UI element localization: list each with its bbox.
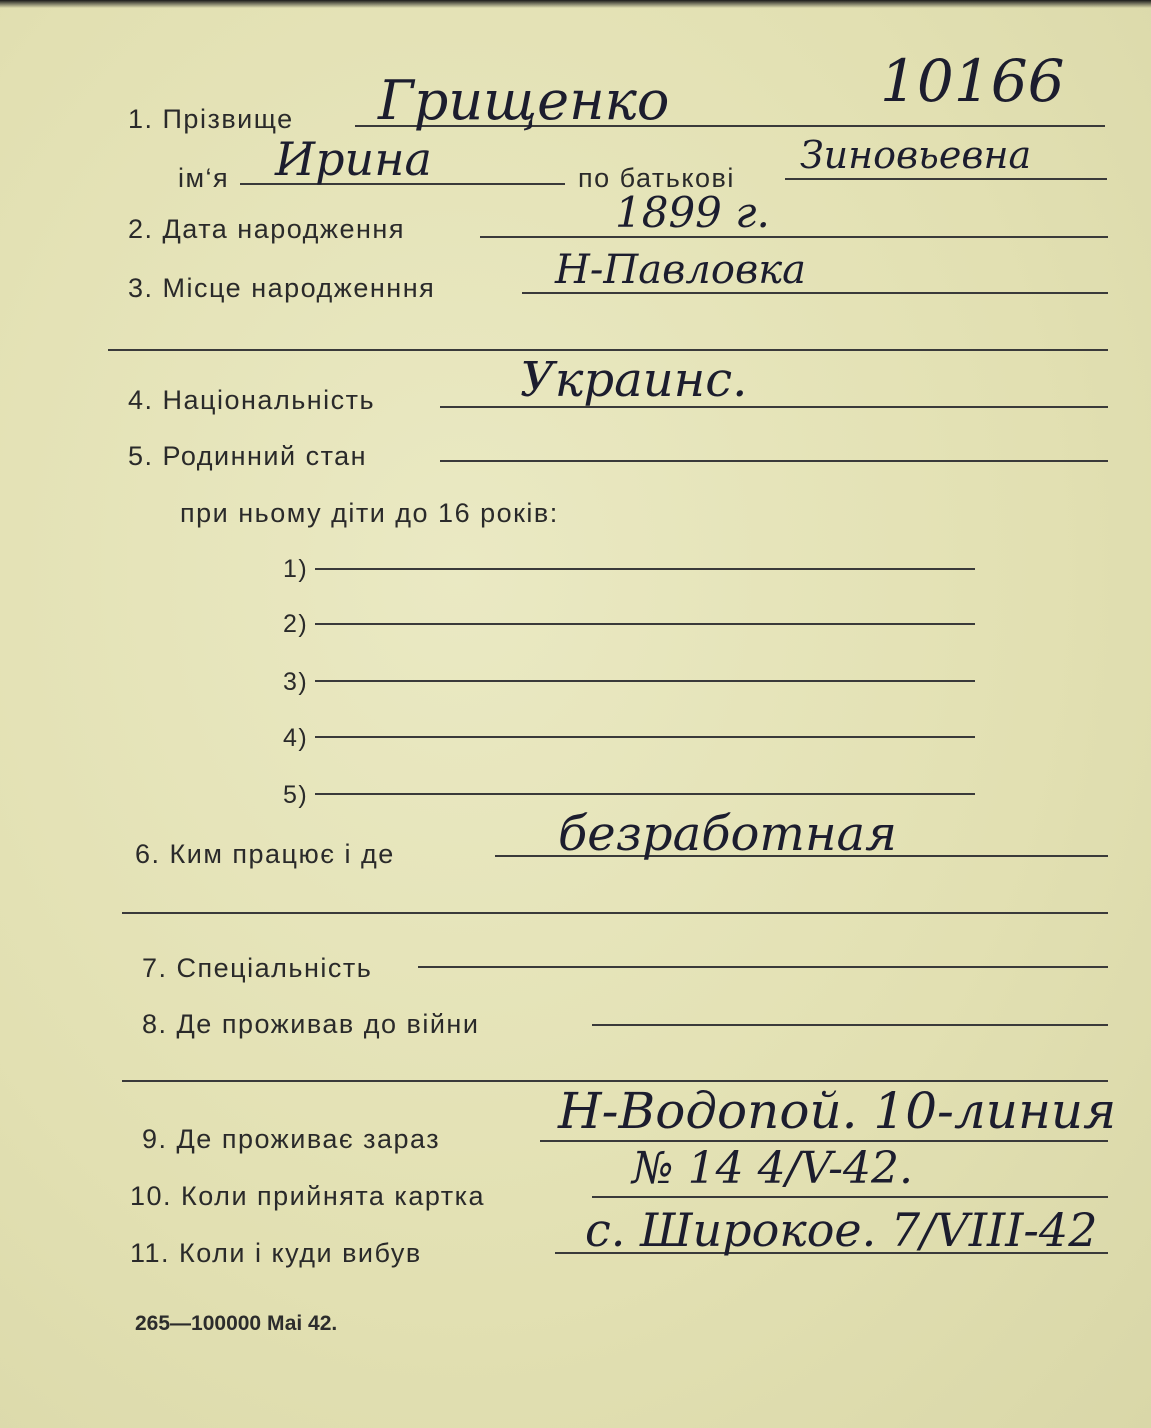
child-3-label: 3) (283, 668, 309, 696)
patronymic-line (785, 178, 1107, 180)
first-name-value: Ирина (275, 132, 432, 186)
card-number: 10166 (880, 47, 1065, 115)
child-3-line (315, 680, 975, 682)
occupation-value: безработная (558, 806, 897, 862)
prewar-address-label: 8. Де проживав до війни (142, 1009, 480, 1039)
current-address-value: Н-Водопой. 10-линия (558, 1082, 1117, 1140)
surname-label: 1. Прізвище (128, 104, 294, 134)
child-1-line (315, 568, 975, 570)
birth-date-label: 2. Дата народження (128, 214, 405, 244)
birth-place-value: Н-Павловка (555, 247, 806, 293)
first-name-label: ім‘я (178, 163, 230, 193)
birth-place-label: 3. Місце народженння (128, 273, 436, 303)
child-5-line (315, 793, 975, 795)
departure-value: с. Широкое. 7/VIII-42 (585, 1203, 1098, 1257)
child-4-label: 4) (283, 724, 309, 752)
patronymic-label: по батькові (578, 163, 735, 193)
child-2-line (315, 623, 975, 625)
birth-place-line-2 (108, 349, 1108, 351)
nationality-value: Украинс. (520, 352, 748, 408)
child-2-label: 2) (283, 610, 309, 638)
family-status-line (440, 460, 1108, 462)
birth-date-line (480, 236, 1108, 238)
prewar-address-line (592, 1024, 1108, 1026)
card-accepted-value: № 14 4/V-42. (632, 1143, 913, 1194)
occupation-label: 6. Ким працює і де (135, 839, 395, 869)
departure-label: 11. Коли і куди вибув (130, 1238, 422, 1268)
current-address-line (540, 1140, 1108, 1142)
occupation-line-2 (122, 912, 1108, 914)
child-5-label: 5) (283, 781, 309, 809)
child-4-line (315, 736, 975, 738)
birth-date-value: 1899 г. (615, 188, 770, 237)
family-status-label: 5. Родинний стан (128, 441, 368, 471)
print-info: 265—100000 Маі 42. (135, 1312, 338, 1335)
specialty-label: 7. Спеціальність (142, 953, 373, 983)
card-accepted-line (592, 1196, 1108, 1198)
specialty-line (418, 966, 1108, 968)
nationality-label: 4. Національність (128, 385, 376, 415)
card-accepted-label: 10. Коли прийнята картка (130, 1181, 486, 1211)
patronymic-value: Зиновьевна (800, 133, 1032, 177)
current-address-label: 9. Де проживає зараз (142, 1124, 441, 1154)
child-1-label: 1) (283, 555, 309, 583)
children-heading: при ньому діти до 16 років: (180, 498, 559, 528)
scan-edge-shadow (0, 0, 1151, 8)
surname-value: Грищенко (378, 69, 670, 132)
